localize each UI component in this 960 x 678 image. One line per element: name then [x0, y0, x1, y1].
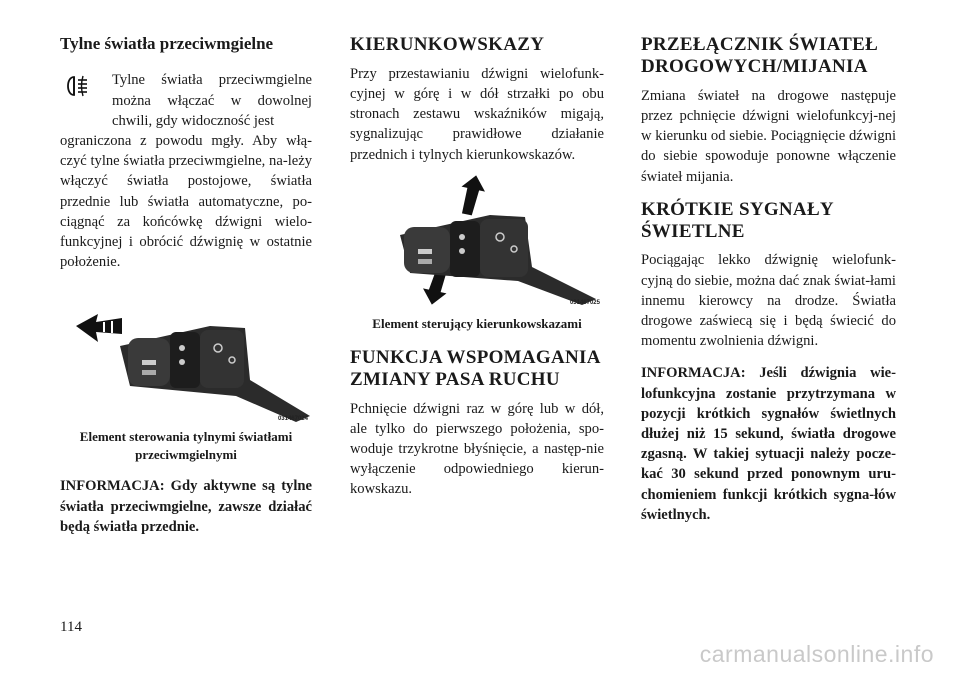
note-rear-fog: INFORMACJA: Gdy aktywne są tylne światła przeciwmgielne, zawsze działać będą światła przednie. — [60, 478, 312, 535]
column-turn-signals — [350, 34, 604, 500]
lane-change-text: Pchnięcie dźwigni raz w górę lub w dół, ale tylko do pierwszego położenia, spo-woduje trzykrotne błyśnięcie, a następ-nie wyłączenie odpowiedniego kierun-kowskazu. — [350, 400, 604, 498]
arrow-up-icon — [456, 175, 488, 217]
intro-block — [60, 70, 312, 272]
column-high-low-beam — [641, 34, 896, 525]
turn-signal-lever-illustration — [350, 175, 604, 311]
figure-caption: Element sterujący kierunkowskazami — [372, 315, 582, 331]
watermark: carmanualsonline.info — [699, 641, 934, 667]
note-flash-to-pass: INFORMACJA: Jeśli dźwignia wie-lofunkcyjna zostanie przytrzymana w pozycji krótkich sygnałów świetlnych dłużej niż 15 sekund, światła drogowe zgasną. W takiej sytuacji należy pocze-kać 30 sekund przed ponownym uru-chomieniem funkcji krótkich sygna-łów świetlnych. — [641, 365, 896, 523]
section-heading-beam-switch: PRZEŁĄCZNIK ŚWIATEŁ DROGOWYCH/MIJANIA — [641, 34, 879, 77]
section-heading-flash-to-pass: KRÓTKIE SYGNAŁY ŚWIETLNE — [641, 198, 834, 242]
beam-switch-text: Zmiana świateł na drogowe następuje przez pchnięcie dźwigni wielofunkcyj-nej w kierunku od siebie. Pociągnięcie dźwigni do siebie spowoduje ponowne włączenie świateł mijania. — [641, 87, 896, 185]
intro-text-indented: Tylne światła przeciwmgielne można włączać w dowolnej chwili, gdy widoczność jest — [112, 72, 312, 129]
intro-text: ograniczona z powodu mgły. Aby włą-czyć tylne światła przeciwmgielne, na-leży włączyć światła postojowe, światła przednie lub światła automatyczne, po-ciągnąć za końcówkę dźwigni wielo-funkcyjnej i obrócić dźwignię w ostatnie położenie. — [60, 133, 312, 271]
column-rear-fog-lights — [60, 34, 312, 537]
figure-caption: Element sterowania tylnymi światłami przeciwmgielnymi — [79, 429, 293, 463]
figure-code: 031467025 — [569, 299, 600, 306]
figure-turn-signal-control — [350, 175, 604, 333]
section-heading-rear-fog: Tylne światła przeciwmgielne — [60, 34, 274, 53]
arrow-left-icon — [76, 314, 122, 342]
section-heading-lane-change: FUNKCJA WSPOMAGANIA ZMIANY PASA RUCHU — [350, 346, 600, 390]
turn-signals-text: Przy przestawianiu dźwigni wielofunk-cyjnej w górę i w dół strzałki po obu stronach zestawu wskaźników migają, sygnalizując prawidłowe działanie przednich i tylnych kierunkowskazów. — [350, 65, 604, 163]
figure-rear-fog-control — [60, 312, 312, 464]
flash-to-pass-text: Pociągając lekko dźwignię wielofunk-cyjną do siebie, można dać znak świat-łami innemu kierowcy na drodze. Światła drogowe zaświecą się i będą świecić do momentu zwolnienia dźwigni. — [641, 252, 896, 350]
section-heading-turn-signals: KIERUNKOWSKAZY — [350, 34, 545, 55]
rear-fog-light-icon — [62, 74, 92, 98]
figure-code: 031467024 — [277, 416, 308, 423]
page-number: 114 — [60, 619, 82, 635]
multifunction-lever-illustration — [60, 312, 312, 424]
